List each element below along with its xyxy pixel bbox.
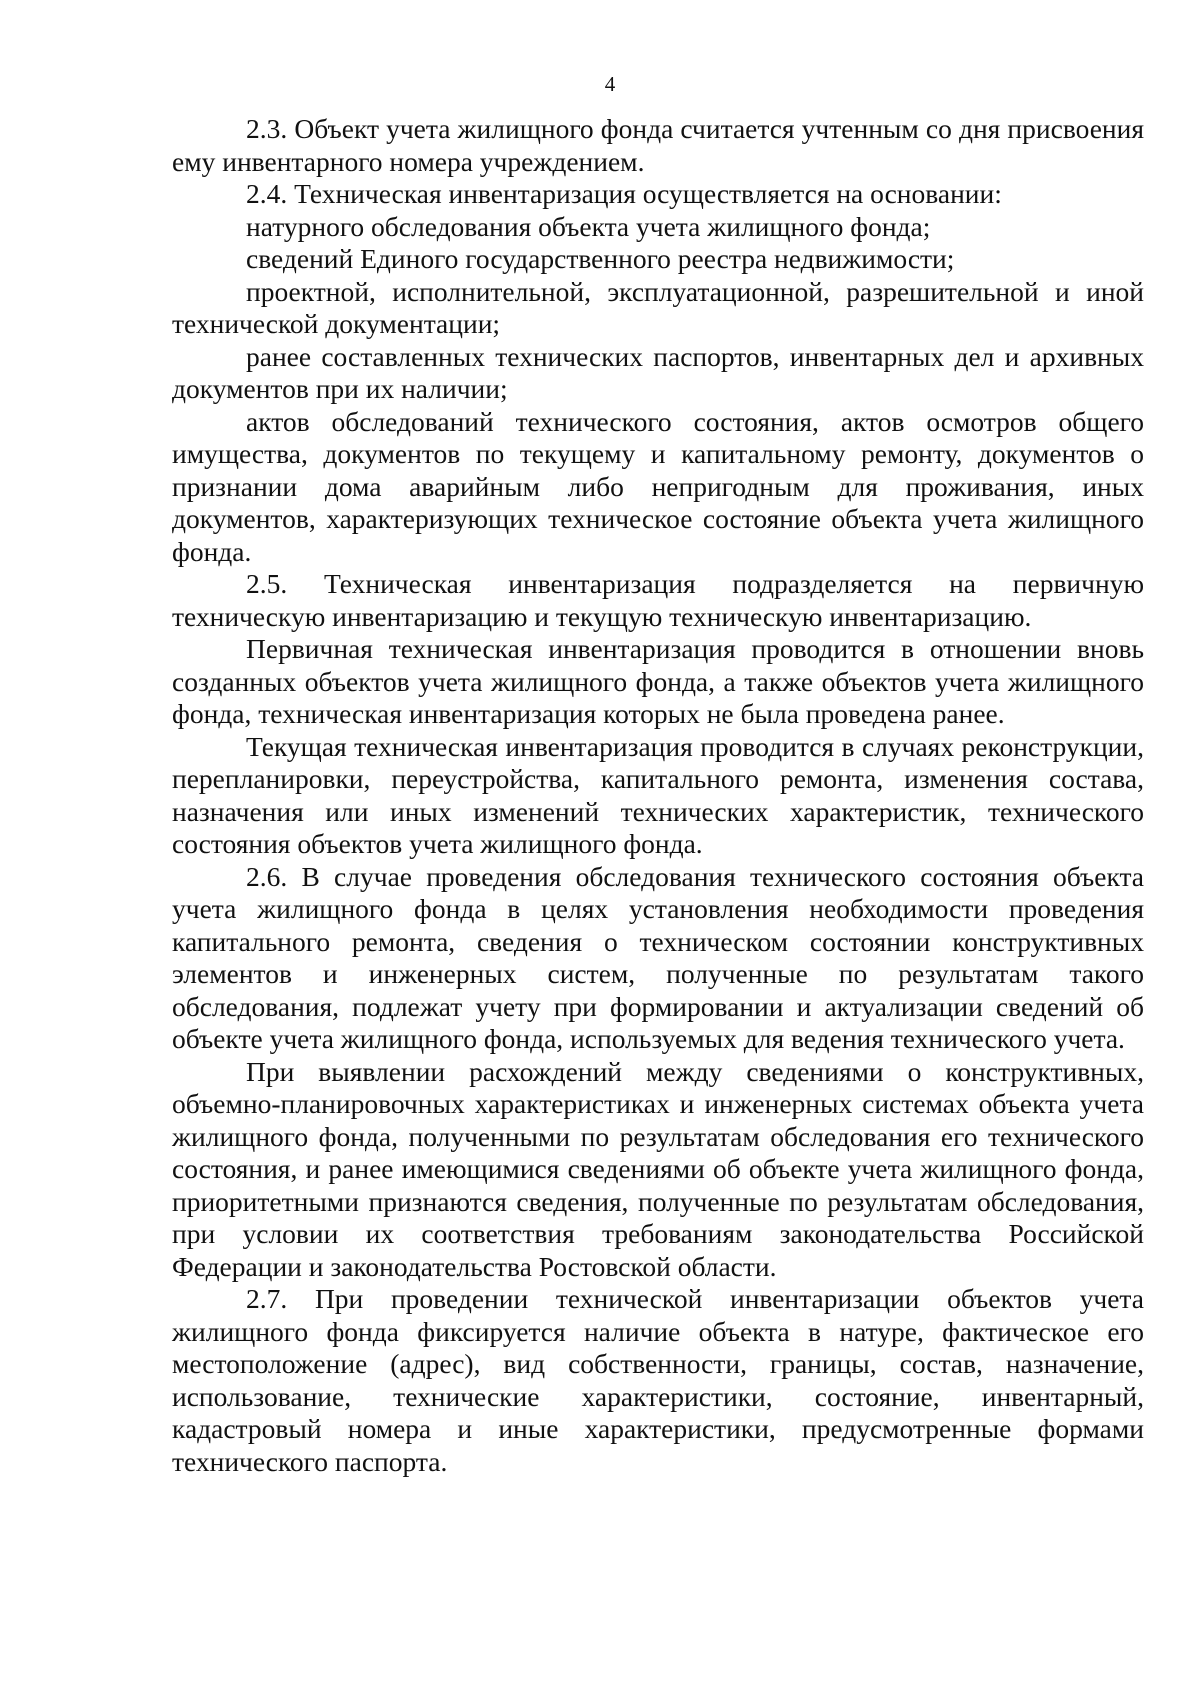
paragraph-2-4: 2.4. Техническая инвентаризация осуществляется на основании: (246, 178, 1002, 209)
paragraph-primary-inventory: Первичная техническая инвентаризация проводится в отношении вновь созданных объектов учета жилищного фонда, а также объектов учета жилищного фонда, техническая инвентаризация которых не была проведена ранее. (172, 633, 1144, 729)
list-item-inspection-acts: актов обследований технического состояния, актов осмотров общего имущества, документов по текущему и капитальному ремонту, документов о признании дома аварийным либо непригодным для проживания, иных документов, характеризующих техническое состояние объекта учета жилищного фонда. (172, 405, 1144, 567)
page-number: 4 (604, 72, 616, 96)
list-item-earlier-passports: ранее составленных технических паспортов, инвентарных дел и архивных документов при их наличии; (172, 340, 1144, 404)
document-body (172, 113, 1144, 1478)
list-item-registry-data: сведений Единого государственного реестра недвижимости; (246, 243, 955, 274)
paragraph-2-3: 2.3. Объект учета жилищного фонда считается учтенным со дня присвоения ему инвентарного номера учреждением. (172, 113, 1144, 177)
list-item-project-docs: проектной, исполнительной, эксплуатационной, разрешительной и иной технической документации; (172, 275, 1144, 339)
paragraph-2-7: 2.7. При проведении технической инвентаризации объектов учета жилищного фонда фиксируется наличие объекта в натуре, фактическое его местоположение (адрес), вид собственности, границы, состав, назначение, использование, технические характеристики, состояние, инвентарный, кадастровый номера и иные характеристики, предусмотренные формами технического паспорта. (172, 1283, 1144, 1477)
paragraph-2-5: 2.5. Техническая инвентаризация подразделяется на первичную техническую инвентаризацию и текущую техническую инвентаризацию. (172, 568, 1144, 632)
paragraph-discrepancies: При выявлении расхождений между сведениями о конструктивных, объемно-планировочных характеристиках и инженерных системах объекта учета жилищного фонда, полученными по результатам обследования его технического состояния, и ранее имеющимися сведениями об объекте учета жилищного фонда, приоритетными признаются сведения, полученные по результатам обследования, при условии их соответствия требованиям законодательства Российской Федерации и законодательства Ростовской области. (172, 1055, 1144, 1282)
list-item-field-survey: натурного обследования объекта учета жилищного фонда; (246, 210, 931, 242)
paragraph-current-inventory: Текущая техническая инвентаризация проводится в случаях реконструкции, перепланировки, переустройства, капитального ремонта, изменения состава, назначения или иных изменений технических характеристик, технического состояния объектов учета жилищного фонда. (172, 730, 1144, 859)
paragraph-2-6: 2.6. В случае проведения обследования технического состояния объекта учета жилищного фонда в целях установления необходимости проведения капитального ремонта, сведения о техническом состоянии конструктивных элементов и инженерных систем, полученные по результатам такого обследования, подлежат учету при формировании и актуализации сведений об объекте учета жилищного фонда, используемых для ведения технического учета. (172, 860, 1144, 1054)
